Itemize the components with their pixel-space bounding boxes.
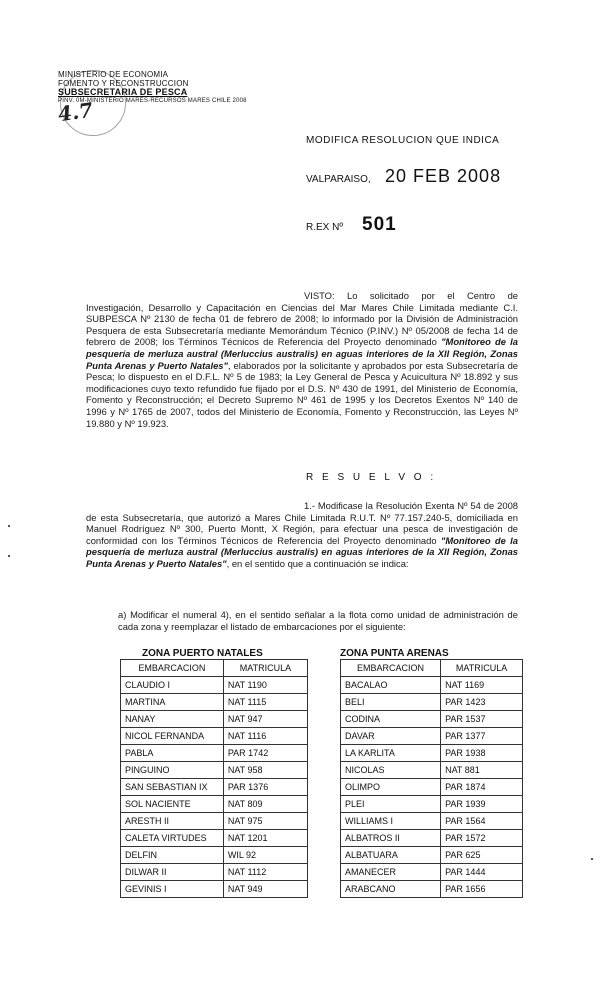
table-row xyxy=(341,745,523,762)
registration-cell: WIL 92 xyxy=(223,847,307,864)
vessel-name-cell: OLIMPO xyxy=(341,779,441,796)
resuelvo-text-2: , en el sentido que a continuación se indica: xyxy=(226,557,409,569)
vessel-name-cell: DAVAR xyxy=(341,728,441,745)
registration-cell: NAT 1190 xyxy=(223,677,307,694)
table-row xyxy=(341,847,523,864)
table-row xyxy=(341,813,523,830)
registration-cell: NAT 949 xyxy=(223,881,307,898)
registration-cell: PAR 1742 xyxy=(223,745,307,762)
table-row xyxy=(341,728,523,745)
registration-cell: PAR 1656 xyxy=(441,881,523,898)
vessel-name-cell: WILLIAMS I xyxy=(341,813,441,830)
vessel-name-cell: ARESTH II xyxy=(121,813,224,830)
vessel-name-cell: DILWAR II xyxy=(121,864,224,881)
table-row xyxy=(121,745,308,762)
natales-vessels-table xyxy=(120,659,308,898)
registration-cell: NAT 1169 xyxy=(441,677,523,694)
scan-speck xyxy=(591,858,593,860)
registration-cell: PAR 1537 xyxy=(441,711,523,728)
subsecretaria-name: SUBSECRETARIA DE PESCA xyxy=(58,87,188,97)
visto-text-1: VISTO: Lo solicitado por el Centro de Investigación, Desarrollo y Capacitación en Ciencias del Mar Mares Chile Limitada mediante C.I. SUBPESCA Nº 2130 de fecha 01 de febrero de 2008; lo informado por la División de Administración Pesquera de esta Subsecretaría mediante Memorándum Técnico (P.INV.) Nº 05/2008 de fecha 14 de febrero de 2008; los Términos Técnicos de Referencia del Proyecto denominado xyxy=(86,290,518,348)
registration-cell: PAR 1423 xyxy=(441,694,523,711)
visto-paragraph xyxy=(86,290,518,429)
table-row xyxy=(121,762,308,779)
vessel-name-cell: NANAY xyxy=(121,711,224,728)
vessel-name-cell: CALETA VIRTUDES xyxy=(121,830,224,847)
registration-cell: PAR 1444 xyxy=(441,864,523,881)
table-row xyxy=(341,864,523,881)
registration-cell: NAT 1201 xyxy=(223,830,307,847)
vessel-name-cell: PLEI xyxy=(341,796,441,813)
document-date: 20 FEB 2008 xyxy=(385,166,502,186)
vessel-name-cell: LA KARLITA xyxy=(341,745,441,762)
place-label: VALPARAISO, xyxy=(306,174,371,185)
item-a-paragraph: a) Modificar el numeral 4), en el sentido señalar a la flota como unidad de administración de cada zona y reemplazar el listado de embarcaciones por el siguiente: xyxy=(118,609,518,632)
table-row xyxy=(121,830,308,847)
registration-cell: PAR 1938 xyxy=(441,745,523,762)
table-row xyxy=(121,813,308,830)
vessel-name-cell: ARABCANO xyxy=(341,881,441,898)
vessel-name-cell: NICOL FERNANDA xyxy=(121,728,224,745)
registration-cell: PAR 1572 xyxy=(441,830,523,847)
table-row xyxy=(121,779,308,796)
vessel-name-cell: NICOLAS xyxy=(341,762,441,779)
table-row xyxy=(341,694,523,711)
table-row xyxy=(121,881,308,898)
zone-natales-title: ZONA PUERTO NATALES xyxy=(142,648,263,659)
ministry-subname: FOMENTO Y RECONSTRUCCION xyxy=(58,79,189,88)
resuelvo-project-name: "Monitoreo de la pesquería de merluza austral (Merluccius australis) en aguas interiores de la XII Región, Zonas Punta Arenas y Puerto Natales" xyxy=(86,534,518,569)
vessel-name-cell: SOL NACIENTE xyxy=(121,796,224,813)
registration-cell: PAR 1377 xyxy=(441,728,523,745)
registration-cell: PAR 1376 xyxy=(223,779,307,796)
registration-cell: NAT 1112 xyxy=(223,864,307,881)
resuelvo-heading: R E S U E L V O : xyxy=(306,472,437,483)
registration-cell: NAT 1116 xyxy=(223,728,307,745)
table-row xyxy=(341,830,523,847)
resolution-label: R.EX Nº xyxy=(306,222,343,233)
vessel-name-cell: PABLA xyxy=(121,745,224,762)
vessel-name-cell: BACALAO xyxy=(341,677,441,694)
column-header: EMBARCACION xyxy=(121,660,224,677)
vessel-name-cell: ALBATROS II xyxy=(341,830,441,847)
vessel-name-cell: PINGUINO xyxy=(121,762,224,779)
resolution-number: 501 xyxy=(362,214,397,235)
vessel-name-cell: AMANECER xyxy=(341,864,441,881)
ministry-name: MINISTERIO DE ECONOMIA xyxy=(58,70,169,79)
table-row xyxy=(341,796,523,813)
zone-arenas-title: ZONA PUNTA ARENAS xyxy=(340,648,449,659)
scan-speck xyxy=(8,525,10,527)
column-header: MATRICULA xyxy=(441,660,523,677)
registration-cell: NAT 809 xyxy=(223,796,307,813)
registration-cell: NAT 958 xyxy=(223,762,307,779)
handwritten-mark: 4.7 xyxy=(56,97,95,127)
table-row xyxy=(121,728,308,745)
resuelvo-text-1: 1.- Modificase la Resolución Exenta Nº 54 de 2008 de esta Subsecretaría, que autorizó a Mares Chile Limitada R.U.T. Nº 77.157.240-5, domiciliada en Manuel Rodríguez Nº 300, Puerto Montt, X Región, para efectuar una pesca de investigación de conformidad con los Términos Técnicos de Referencia del Proyecto denominado xyxy=(86,500,518,546)
table-row xyxy=(121,711,308,728)
visto-text-2: , elaborados por la solicitante y aprobados por esta Subsecretaría de Pesca; lo dispuesto en el D.F.L. Nº 5 de 1983; la Ley General de Pesca y Acuicultura Nº 18.892 y sus modificaciones cuyo texto refundido fue fijado por el D.S. Nº 430 de 1991, del Ministerio de Economía, Fomento y Reconstrucción; el Decreto Supremo Nº 461 de 1995 y los Decretos Exentos Nº 140 de 1996 y Nº 1765 de 2007, todos del Ministerio de Economía, Fomento y Reconstrucción, las Leyes Nº 19.880 y Nº 19.923. xyxy=(86,359,518,429)
vessel-name-cell: SAN SEBASTIAN IX xyxy=(121,779,224,796)
document-title: MODIFICA RESOLUCION QUE INDICA xyxy=(306,135,500,146)
registration-cell: PAR 1874 xyxy=(441,779,523,796)
table-row xyxy=(121,677,308,694)
reference-line: PINV. 0M-MINISTERIO MARES-RECURSOS MARES CHILE 2008 xyxy=(58,98,247,104)
registration-cell: NAT 947 xyxy=(223,711,307,728)
arenas-vessels-table xyxy=(340,659,523,898)
table-row xyxy=(341,677,523,694)
table-row xyxy=(121,796,308,813)
vessel-name-cell: MARTINA xyxy=(121,694,224,711)
vessel-name-cell: DELFIN xyxy=(121,847,224,864)
table-row xyxy=(341,881,523,898)
column-header: EMBARCACION xyxy=(341,660,441,677)
column-header: MATRICULA xyxy=(223,660,307,677)
vessel-name-cell: CLAUDIO I xyxy=(121,677,224,694)
registration-cell: NAT 1115 xyxy=(223,694,307,711)
table-row xyxy=(341,779,523,796)
table-row xyxy=(341,711,523,728)
resuelvo-paragraph xyxy=(86,500,518,570)
registration-cell: PAR 1564 xyxy=(441,813,523,830)
visto-project-name: "Monitoreo de la pesquería de merluza austral (Merluccius australis) en aguas interiores de la XII Región, Zonas Punta Arenas y Puerto Natales" xyxy=(86,336,518,371)
registration-cell: NAT 881 xyxy=(441,762,523,779)
table-row xyxy=(121,847,308,864)
vessel-name-cell: GEVINIS I xyxy=(121,881,224,898)
table-row xyxy=(341,762,523,779)
registration-cell: PAR 1939 xyxy=(441,796,523,813)
registration-cell: PAR 625 xyxy=(441,847,523,864)
vessel-name-cell: BELI xyxy=(341,694,441,711)
vessel-name-cell: CODINA xyxy=(341,711,441,728)
table-row xyxy=(121,694,308,711)
scan-speck xyxy=(8,555,10,557)
registration-cell: NAT 975 xyxy=(223,813,307,830)
vessel-name-cell: ALBATUARA xyxy=(341,847,441,864)
table-row xyxy=(121,864,308,881)
